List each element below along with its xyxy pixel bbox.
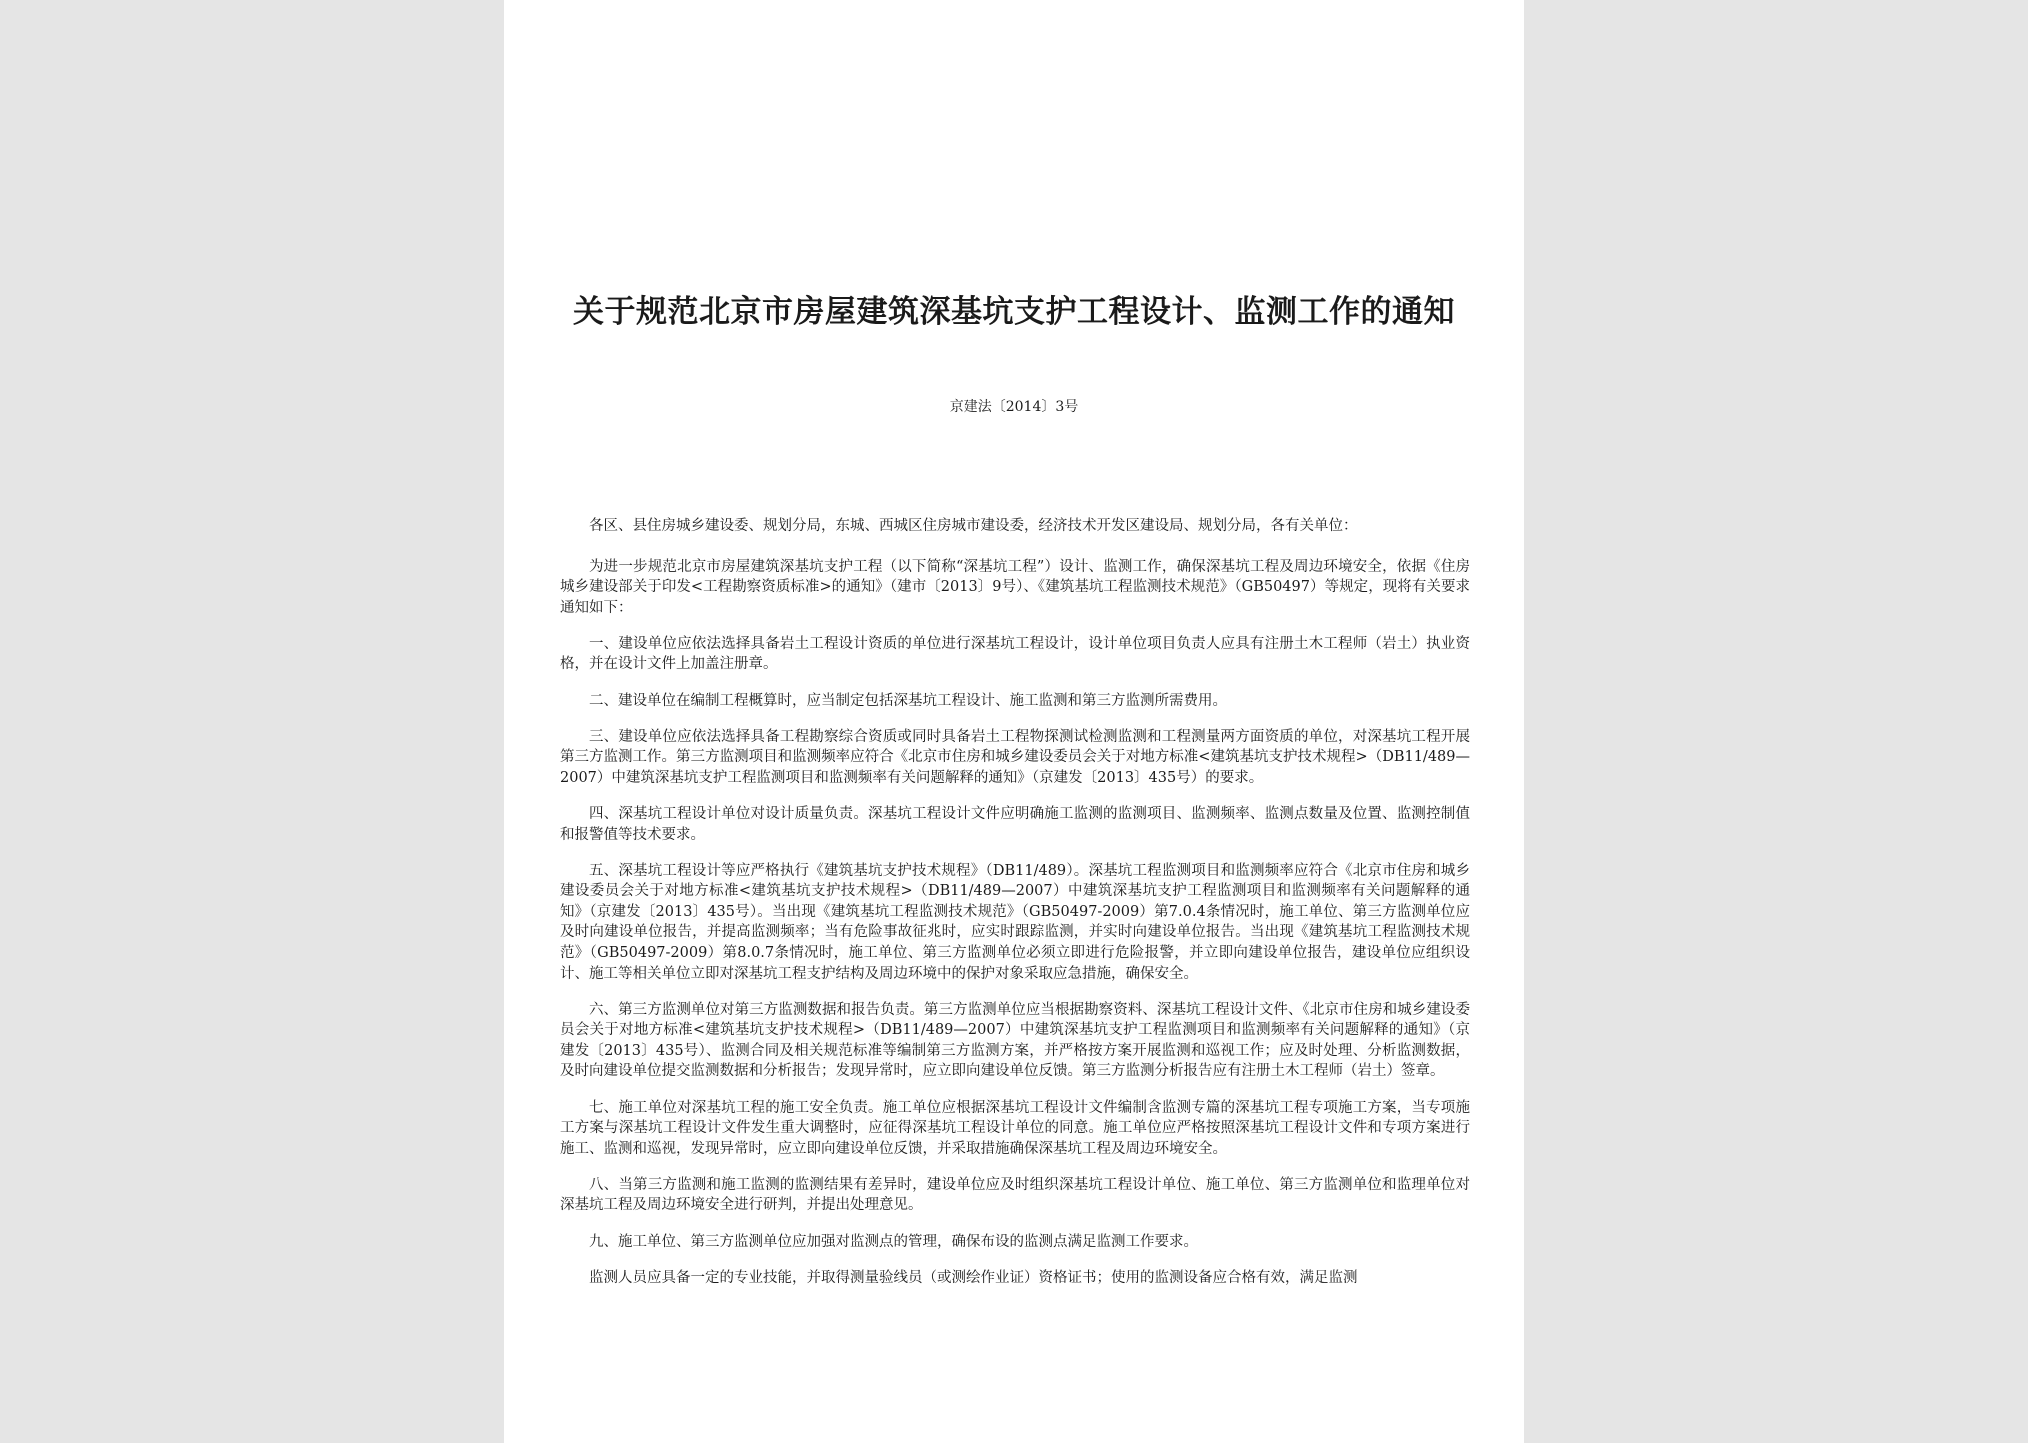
clause-2-paragraph: 二、建设单位在编制工程概算时，应当制定包括深基坑工程设计、施工监测和第三方监测所需费用。 — [589, 692, 1227, 709]
personnel-paragraph: 监测人员应具备一定的专业技能，并取得测量验线员（或测绘作业证）资格证书；使用的监测设备应合格有效，满足监测 — [589, 1269, 1358, 1286]
clause-7-paragraph: 七、施工单位对深基坑工程的施工安全负责。施工单位应根据深基坑工程设计文件编制含监测专篇的深基坑工程专项施工方案，当专项施工方案与深基坑工程设计文件发生重大调整时，应征得深基坑工程设计单位的同意。施工单位应严格按照深基坑工程设计文件和专项方案进行施工、监测和巡视，发现异常时，应立即向建设单位反馈，并采取措施确保深基坑工程及周边环境安全。 — [560, 1099, 1470, 1157]
salutation-paragraph: 各区、县住房城乡建设委、规划分局，东城、西城区住房城市建设委，经济技术开发区建设局、规划分局，各有关单位： — [589, 518, 1358, 534]
clause-1-paragraph: 一、建设单位应依法选择具备岩土工程设计资质的单位进行深基坑工程设计，设计单位项目负责人应具有注册土木工程师（岩土）执业资格，并在设计文件上加盖注册章。 — [560, 635, 1470, 673]
clause-8-paragraph: 八、当第三方监测和施工监测的监测结果有差异时，建设单位应及时组织深基坑工程设计单位、施工单位、第三方监测单位和监理单位对深基坑工程及周边环境安全进行研判，并提出处理意见。 — [560, 1176, 1470, 1214]
clause-9-paragraph: 九、施工单位、第三方监测单位应加强对监测点的管理，确保布设的监测点满足监测工作要求。 — [589, 1233, 1198, 1250]
clause-5-paragraph: 五、深基坑工程设计等应严格执行《建筑基坑支护技术规程》（DB11/489）。深基坑工程监测项目和监测频率应符合《北京市住房和城乡建设委员会关于对地方标准<建筑基坑支护技术规程>（DB11/489—2007）中建筑深基坑支护工程监测项目和监测频率有关问题解释的通知》（京建发〔2013〕435号）。当出现《建筑基坑工程监测技术规范》（GB50497-2009）第7.0.4条情况时，施工单位、第三方监测单位应及时向建设单位报告，并提高监测频率；当有危险事故征兆时，应实时跟踪监测，并实时向建设单位报告。当出现《建筑基坑工程监测技术规范》（GB50497-2009）第8.0.7条情况时，施工单位、第三方监测单位必须立即进行危险报警，并立即向建设单位报告，建设单位应组织设计、施工等相关单位立即对深基坑工程支护结构及周边环境中的保护对象采取应急措施，确保安全。 — [560, 862, 1470, 982]
document-body — [560, 516, 1470, 1304]
document-title: 关于规范北京市房屋建筑深基坑支护工程设计、监测工作的通知 — [573, 294, 1455, 330]
intro-paragraph: 为进一步规范北京市房屋建筑深基坑支护工程（以下简称“深基坑工程”）设计、监测工作，确保深基坑工程及周边环境安全，依据《住房城乡建设部关于印发<工程勘察资质标准>的通知》（建市〔2013〕9号）、《建筑基坑工程监测技术规范》（GB50497）等规定，现将有关要求通知如下： — [560, 558, 1470, 616]
clause-6-paragraph: 六、第三方监测单位对第三方监测数据和报告负责。第三方监测单位应当根据勘察资料、深基坑工程设计文件、《北京市住房和城乡建设委员会关于对地方标准<建筑基坑支护技术规程>（DB11/489—2007）中建筑深基坑支护工程监测项目和监测频率有关问题解释的通知》（京建发〔2013〕435号）、监测合同及相关规范标准等编制第三方监测方案，并严格按方案开展监测和巡视工作；应及时处理、分析监测数据，及时向建设单位提交监测数据和分析报告；发现异常时，应立即向建设单位反馈。第三方监测分析报告应有注册土木工程师（岩土）签章。 — [560, 1001, 1470, 1080]
clause-3-paragraph: 三、建设单位应依法选择具备工程勘察综合资质或同时具备岩土工程物探测试检测监测和工程测量两方面资质的单位，对深基坑工程开展第三方监测工作。第三方监测项目和监测频率应符合《北京市住房和城乡建设委员会关于对地方标准<建筑基坑支护技术规程>（DB11/489—2007）中建筑深基坑支护工程监测项目和监测频率有关问题解释的通知》（京建发〔2013〕435号）的要求。 — [560, 728, 1470, 786]
clause-4-paragraph: 四、深基坑工程设计单位对设计质量负责。深基坑工程设计文件应明确施工监测的监测项目、监测频率、监测点数量及位置、监测控制值和报警值等技术要求。 — [560, 805, 1470, 843]
document-number: 京建法〔2014〕3号 — [949, 399, 1079, 415]
document-page — [504, 0, 1524, 1443]
